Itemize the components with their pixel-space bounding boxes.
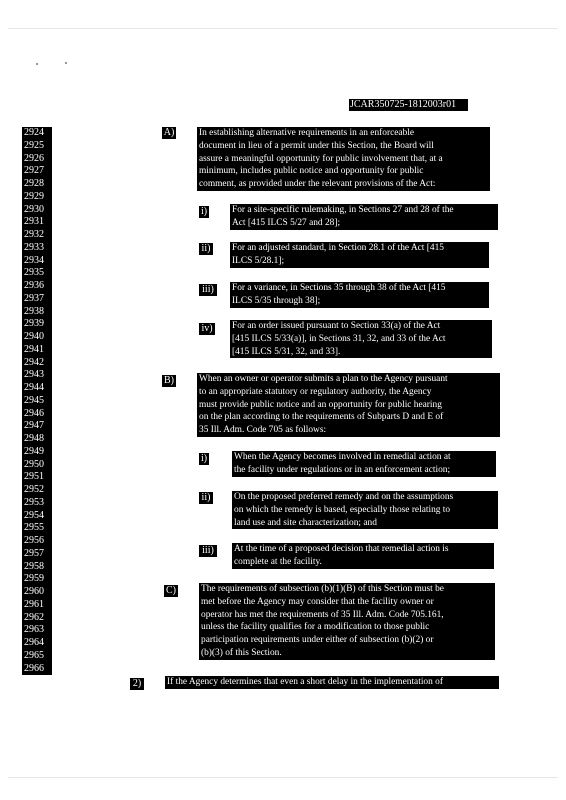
line-number: 2942 (24, 356, 44, 368)
line-number: 2953 (24, 496, 44, 508)
text-line: When the Agency becomes involved in remedial action at (234, 452, 451, 462)
line-number-gutter (22, 127, 52, 675)
line-number: 2945 (24, 394, 44, 406)
text-line: The requirements of subsection (b)(1)(B) of this Section must be (201, 584, 444, 594)
item-B-ii-text (232, 491, 498, 529)
text-line: participation requirements under either of subsection (b)(2) or (201, 635, 434, 645)
line-number: 2960 (24, 586, 44, 597)
line-number: 2955 (24, 522, 44, 534)
text-line: document in lieu of a permit under this Section, the Board will (199, 140, 434, 151)
text-line: met before the Agency may consider that the facility owner or (201, 596, 434, 607)
scan-speck (36, 63, 38, 65)
line-number: 2950 (24, 458, 44, 470)
item-marker-2: 2) (130, 678, 144, 690)
item-marker-B-iii: iii) (199, 545, 217, 557)
line-number: 2959 (24, 573, 44, 585)
line-number: 2925 (24, 139, 44, 151)
line-number: 2961 (24, 598, 44, 610)
text-line: For an adjusted standard, in Section 28.1 of the Act [415 (232, 243, 444, 253)
subsection-marker-C: C) (166, 585, 176, 596)
text-line: 35 Ill. Adm. Code 705 as follows: (199, 425, 327, 435)
text-line: In establishing alternative requirements in an enforceable (199, 128, 415, 138)
text-line: On the proposed preferred remedy and on the assumptions (234, 492, 454, 502)
line-number: 2946 (24, 407, 44, 419)
line-number: 2952 (24, 484, 44, 495)
line-number: 2965 (24, 649, 44, 661)
text-line: ILCS 5/28.1]; (232, 255, 285, 266)
line-number: 2934 (24, 254, 44, 266)
text-line: At the time of a proposed decision that remedial action is (234, 544, 449, 554)
text-line: assure a meaningful opportunity for public involvement that, at a (199, 153, 443, 164)
text-line: operator has met the requirements of 35 Ill. Adm. Code 705.161, (201, 609, 444, 620)
subsection-marker-A: A) (163, 127, 175, 138)
line-number: 2927 (24, 165, 44, 177)
line-number: 2964 (24, 637, 44, 648)
item-i-text (230, 204, 498, 230)
text-line: the facility under regulations or in an enforcement action; (234, 464, 451, 475)
text-line: unless the facility qualifies for a modification to those public (201, 622, 430, 633)
item-B-iii-text (232, 543, 494, 569)
text-line: complete at the facility. (234, 556, 322, 567)
line-number: 2949 (24, 445, 44, 457)
subsection-A-text (197, 127, 490, 191)
line-number: 2937 (24, 292, 44, 304)
line-number: 2966 (24, 662, 44, 674)
text-line: on the plan according to the requirements of Subparts D and E of (199, 412, 444, 423)
line-number: 2931 (24, 216, 44, 228)
text-line: land use and site characterization; and (234, 517, 377, 528)
line-number: 2930 (24, 203, 44, 215)
line-number: 2936 (24, 280, 44, 291)
text-line: When an owner or operator submits a plan to the Agency pursuant (199, 374, 448, 384)
text-line: comment, as provided under the relevant provisions of the Act: (199, 179, 436, 189)
text-line: For a site-specific rulemaking, in Sections 27 and 28 of the (232, 205, 454, 215)
item-ii-text (230, 242, 489, 268)
item-marker-B-ii: ii) (199, 492, 213, 504)
text-line: For a variance, in Sections 35 through 38 of the Act [415 (232, 283, 446, 293)
text-line: must provide public notice and an opportunity for public hearing (199, 399, 442, 410)
line-number: 2924 (24, 127, 44, 138)
line-number: 2962 (24, 611, 44, 623)
text-line: For an order issued pursuant to Section 33(a) of the Act (232, 321, 441, 331)
line-number: 2926 (24, 152, 44, 164)
line-number: 2928 (24, 178, 44, 189)
item-marker-iii: iii) (199, 284, 217, 296)
line-number: 2944 (24, 382, 44, 393)
line-number: 2963 (24, 624, 44, 636)
line-number: 2943 (24, 369, 44, 381)
subsection-marker-B: B) (164, 375, 174, 386)
line-number: 2938 (24, 305, 44, 317)
line-number: 2933 (24, 241, 44, 253)
line-number: 2956 (24, 535, 44, 546)
item-2-text (165, 676, 499, 689)
text-line: [415 ILCS 5/33(a)], in Sections 31, 32, and 33 of the Act (232, 333, 446, 344)
item-marker-i: i) (200, 206, 208, 217)
line-number: 2958 (24, 560, 44, 572)
line-number: 2939 (24, 318, 44, 330)
item-B-i-text (232, 451, 496, 477)
item-marker-B-i: i) (200, 453, 208, 464)
text-line: on which the remedy is based, especially those relating to (234, 504, 451, 515)
line-number: 2957 (24, 547, 44, 559)
line-number: 2947 (24, 420, 44, 432)
item-marker-ii: ii) (199, 243, 213, 255)
line-number: 2935 (24, 267, 44, 279)
item-iv-text (230, 320, 492, 358)
text-line: ILCS 5/35 through 38]; (232, 295, 321, 306)
line-number: 2941 (24, 343, 44, 355)
text-line: Act [415 ILCS 5/27 and 28]; (232, 217, 341, 228)
line-number: 2951 (24, 471, 44, 483)
subsection-B-text (197, 373, 500, 437)
line-number: 2948 (24, 433, 44, 444)
bottom-rule (8, 777, 558, 778)
item-marker-iv: iv) (199, 323, 215, 335)
item-iii-text (230, 282, 489, 308)
subsection-C-text (199, 583, 495, 660)
line-number: 2929 (24, 190, 44, 202)
text-line: to an appropriate statutory or regulatory authority, the Agency (199, 386, 432, 397)
text-line: (b)(3) of this Section. (201, 647, 282, 658)
line-number: 2954 (24, 509, 44, 521)
top-rule (8, 28, 558, 29)
line-number: 2932 (24, 229, 44, 240)
line-number: 2940 (24, 331, 44, 342)
text-line: If the Agency determines that even a short delay in the implementation of (167, 677, 443, 687)
document-id-header: JCAR350725-1812003r01 (349, 99, 468, 111)
text-line: [415 ILCS 5/31, 32, and 33]. (232, 346, 341, 357)
scan-speck (65, 62, 67, 64)
text-line: minimum, includes public notice and opportunity for public (199, 166, 424, 177)
